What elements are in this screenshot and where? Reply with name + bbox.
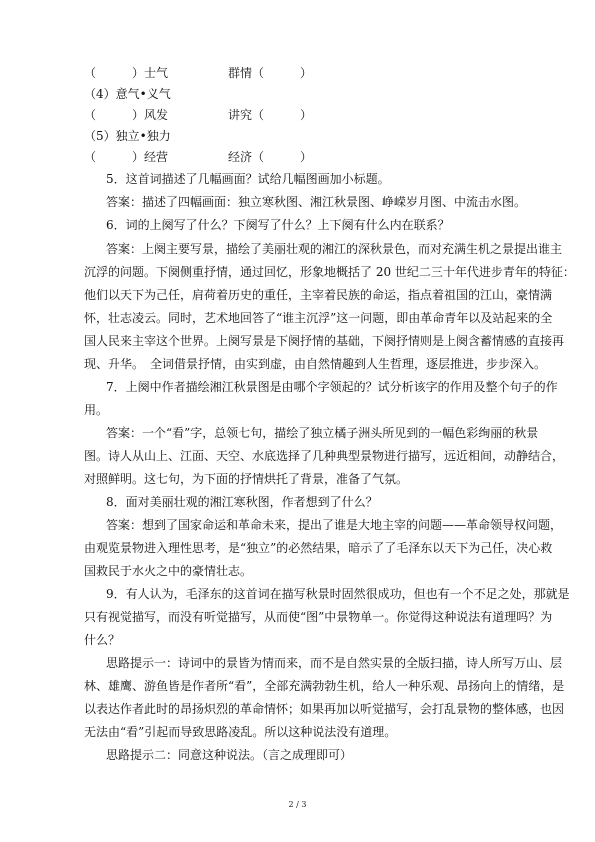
text-line: 国人民来主宰这个世界。上阕写景是下阕抒情的基础，下阕抒情则是上阕含蓄情感的直接再 [84,334,565,348]
text-line: 用。 [84,403,109,417]
text-line: 图。诗人从山上、江面、天空、水底选择了几种典型景物进行描写，远近相间，动静结合， [84,449,565,463]
text-line: 思路提示一：诗词中的景皆为情而来，而不是自然实景的全版扫描，诗人所写万山、层 [106,656,563,670]
text-line: 思路提示二：同意这种说法。（言之成理即可） [106,748,353,762]
text-line: 他们以天下为己任，肩荷着历史的重任，主宰着民族的命运，指点着祖国的江山，豪情满 [84,288,553,302]
vocab-blank-right: 讲究（ ） [228,108,313,122]
vocab-blank-left: （ ）风发 [84,108,169,122]
vocab-blank-left: （ ）经营 [84,150,169,164]
vocab-blank-left: （ ）士气 [84,66,169,80]
text-line: 7．上阕中作者描绘湘江秋景图是由哪个字领起的？试分析该字的作用及整个句子的作 [106,380,558,394]
text-line: 林、雄鹰、游鱼皆是作者所“看”，全部充满勃勃生机，给人一种乐观、昂扬向上的情绪，是 [84,679,565,693]
text-line: 沉浮的问题。下阕侧重抒情，通过回忆，形象地概括了 20 世纪二三十年代进步青年的特征： [84,265,575,279]
text-line: 只有视觉描写，而没有听觉描写，从而使“图”中景物单一。你觉得这种说法有道理吗？为 [84,610,553,624]
text-line: 8．面对美丽壮观的湘江寒秋图，作者想到了什么？ [106,495,378,509]
text-line: 现、升华。 全词借景抒情，由实到虚，由自然情趣到人生哲理，逐层推进，步步深入。 [84,357,547,371]
text-line: 由观览景物进入理性思考，是“独立”的必然结果，暗示了了毛泽东以天下为己任，决心救 [84,541,553,555]
text-line: 无法由“看”引起而导致思路凌乱。所以这种说法没有道理。 [84,725,397,739]
text-line: 6．词的上阕写了什么？下阕写了什么？上下阕有什么内在联系？ [106,218,450,232]
text-line: 答案：想到了国家命运和革命未来，提出了谁是大地主宰的问题——革命领导权问题， [106,518,563,532]
text-line: 答案：一个“看”字，总领七句，描绘了独立橘子洲头所见到的一幅色彩绚丽的秋景 [106,426,539,440]
text-line: （5）独立•独力 [84,129,171,143]
text-line: 答案：上阕主要写景，描绘了美丽壮观的湘江的深秋景色，而对充满生机之景提出谁主 [106,242,563,256]
text-line: 国救民于水火之中的豪情壮志。 [84,564,253,578]
text-line: 5．这首词描述了几幅画面？试给几幅图画加小标题。 [106,172,390,186]
page-number: 2 / 3 [288,800,307,809]
text-line: 什么？ [84,633,121,647]
text-line: 怀，壮志凌云。同时，艺术地回答了“谁主沉浮”这一问题，即由革命青年以及站起来的全 [84,311,553,325]
text-line: （4）意气•义气 [84,87,171,101]
text-line: 对照鲜明。这七句，为下面的抒情烘托了背景，准备了气氛。 [84,472,409,486]
text-line: 以表达作者此时的昂扬炽烈的革命情怀；如果再加以听觉描写，会打乱景物的整体感，也因 [84,702,565,716]
vocab-blank-right: 群情（ ） [228,66,313,80]
text-line: 答案：描述了四幅画面：独立寒秋图、湘江秋景图、峥嵘岁月图、中流击水图。 [106,195,527,209]
text-line: 9．有人认为，毛泽东的这首词在描写秋景时固然很成功，但也有一个不足之处，那就是 [106,587,570,601]
vocab-blank-right: 经济（ ） [228,150,313,164]
